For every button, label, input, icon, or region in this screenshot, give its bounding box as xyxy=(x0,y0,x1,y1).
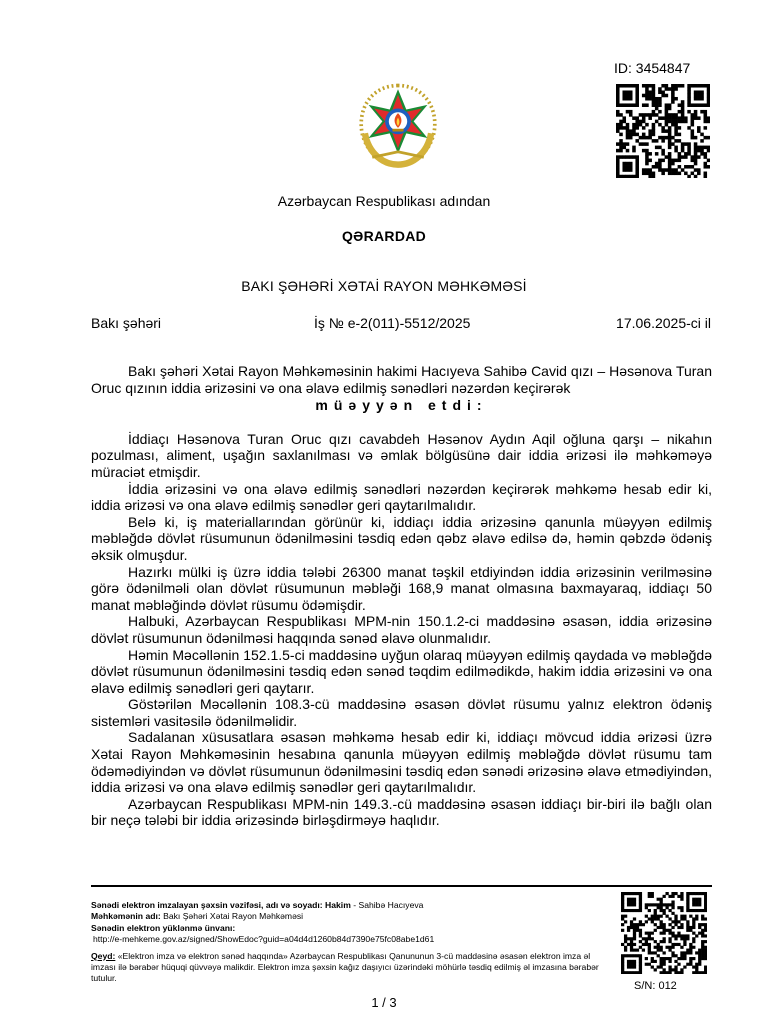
qr-code-top-icon xyxy=(616,84,710,178)
body-paragraph: Göstərilən Məcəllənin 108.3-cü maddəsinə əsasən dövlət rüsumu yalnız elektron ödəniş sistemləri vasitəsilə ödənilməlidir. xyxy=(91,696,712,729)
serial-number: S/N: 012 xyxy=(634,980,677,992)
signature-block xyxy=(91,900,611,985)
state-emblem-icon xyxy=(352,80,444,172)
body-paragraph: Həmin Məcəllənin 152.1.5-ci maddəsinə uyğun olaraq müəyyən edilmiş qaydada və məbləğdə dövlət rüsumunun ödənilməsini təsdiq edən sənəd təqdim edilmədikdə, hakim iddia ərizəsini və ona əlavə edilmiş sənədləri geri qaytarır. xyxy=(91,646,712,696)
legal-note xyxy=(91,951,611,985)
note-text: «Elektron imza və elektron sənəd haqqında» Azərbaycan Respublikası Qanununun 3-cü maddəsinə əsasən elektron imza əl imzası ilə bərabər hüquqi qüvvəyə malikdir. Elektron imza şəxsin kağız daşıyıcı üzərindəki möhürlə təsdiq edilmiş əl imzasına bərabər tutulur. xyxy=(91,950,599,984)
body-paragraph: Hazırkı mülki iş üzrə iddia tələbi 26300 manat təşkil etdiyindən iddia ərizəsinin verilməsinə görə ödənilməli olan dövlət rüsumunun məbləği 168,9 manat olmasına baxmayaraq, iddiaçı 50 manat məbləğində dövlət rüsumu ödəmişdir. xyxy=(91,563,712,613)
case-number: İş № e-2(011)-5512/2025 xyxy=(314,315,471,331)
section-heading: müəyyən etdi: xyxy=(315,397,488,414)
decision-date: 17.06.2025-ci il xyxy=(616,315,711,331)
signer-label: Sənədi elektron imzalayan şəxsin vəzifəsi, adı və soyadı: Hakim xyxy=(91,900,351,910)
city: Bakı şəhəri xyxy=(91,315,162,331)
document-id: ID: 3454847 xyxy=(614,60,691,76)
body-paragraph: Sadalanan xüsusatlara əsasən məhkəmə hesab edir ki, iddiaçı mövcud iddia ərizəsi üzrə Xətai Rayon Məhkəməsinin hesabına qanunla müəyyən edilmiş məbləğdə dövlət rüsumu tam ödəmədiyindən və dövlət rüsumunun ödənilməsini təsdiq edən sənədi ərizəsinə əlavə etmədiyindən, iddia ərizəsi və ona əlavə edilmiş sənədlər geri qaytarılmalıdır. xyxy=(91,729,712,796)
document-body xyxy=(91,363,712,829)
court-label: Məhkəmənin adı: xyxy=(91,911,161,922)
body-paragraph: İddia ərizəsini və ona əlavə edilmiş sənədləri nəzərdən keçirərək məhkəmə hesab edir ki, iddia ərizəsi və ona əlavə edilmiş sənədlər geri qaytarılmalıdır. xyxy=(91,480,712,514)
body-paragraph: Halbuki, Azərbaycan Respublikası MPM-nin 150.1.2-ci maddəsinə əsasən, iddia ərizəsinə dövlət rüsumunun ödənilməsi haqqında sənəd əlavə olunmalıdır. xyxy=(91,613,712,646)
court-value: Bakı Şəhəri Xətai Rayon Məhkəməsi xyxy=(160,911,304,922)
document-title: QƏRARDAD xyxy=(341,228,427,244)
qr-code-bottom-icon xyxy=(621,892,707,974)
court-line xyxy=(91,911,611,922)
body-paragraph: Azərbaycan Respublikası MPM-nin 149.3.-cü maddəsinə əsasən iddiaçı bir-biri ilə bağlı olan bir neçə tələbi bir iddia ərizəsində birləşdirməyə haqlıdır. xyxy=(91,795,712,829)
body-paragraph: Belə ki, iş materiallarından görünür ki, iddiaçı iddia ərizəsinə qanunla müəyyən edilmiş məbləğdə dövlət rüsumunun ödənilməsini təsdiq edən qəbz əlavə edilsə də, həmin qəbzdə ödəniş əksik olmuşdur. xyxy=(91,513,712,563)
page-number: 1 / 3 xyxy=(371,995,397,1010)
body-paragraph: İddiaçı Həsənova Turan Oruc qızı cavabdeh Həsənov Aydın Aqil oğluna qarşı – nikahın pozulması, aliment, uşağın saxlanılması və əmlak bölgüsünə dair iddia ərizəsi ilə məhkəməyə müraciət etmişdir. xyxy=(91,430,712,480)
url-label: Sənədin elektron yüklənmə ünvanı: xyxy=(91,922,236,933)
footer-divider xyxy=(91,885,712,887)
document-url[interactable]: http://e-mehkeme.gov.az/signed/ShowEdoc?guid=a04d4d1260b84d7390e75fc08abe1d61 xyxy=(93,934,435,945)
authority-line: Azərbaycan Respublikası adından xyxy=(277,193,491,209)
signer-line xyxy=(91,900,611,911)
court-name: BAKI ŞƏHƏRİ XƏTAİ RAYON MƏHKƏMƏSİ xyxy=(241,278,527,294)
intro-paragraph: Bakı şəhəri Xətai Rayon Məhkəməsinin hakimi Hacıyeva Sahibə Cavid qızı – Həsənova Turan Oruc qızının iddia ərizəsini və ona əlavə edilmiş sənədləri nəzərdən keçirərək xyxy=(91,363,712,396)
note-label: Qeyd: xyxy=(91,950,116,961)
signer-name: - Sahibə Hacıyeva xyxy=(350,900,424,910)
